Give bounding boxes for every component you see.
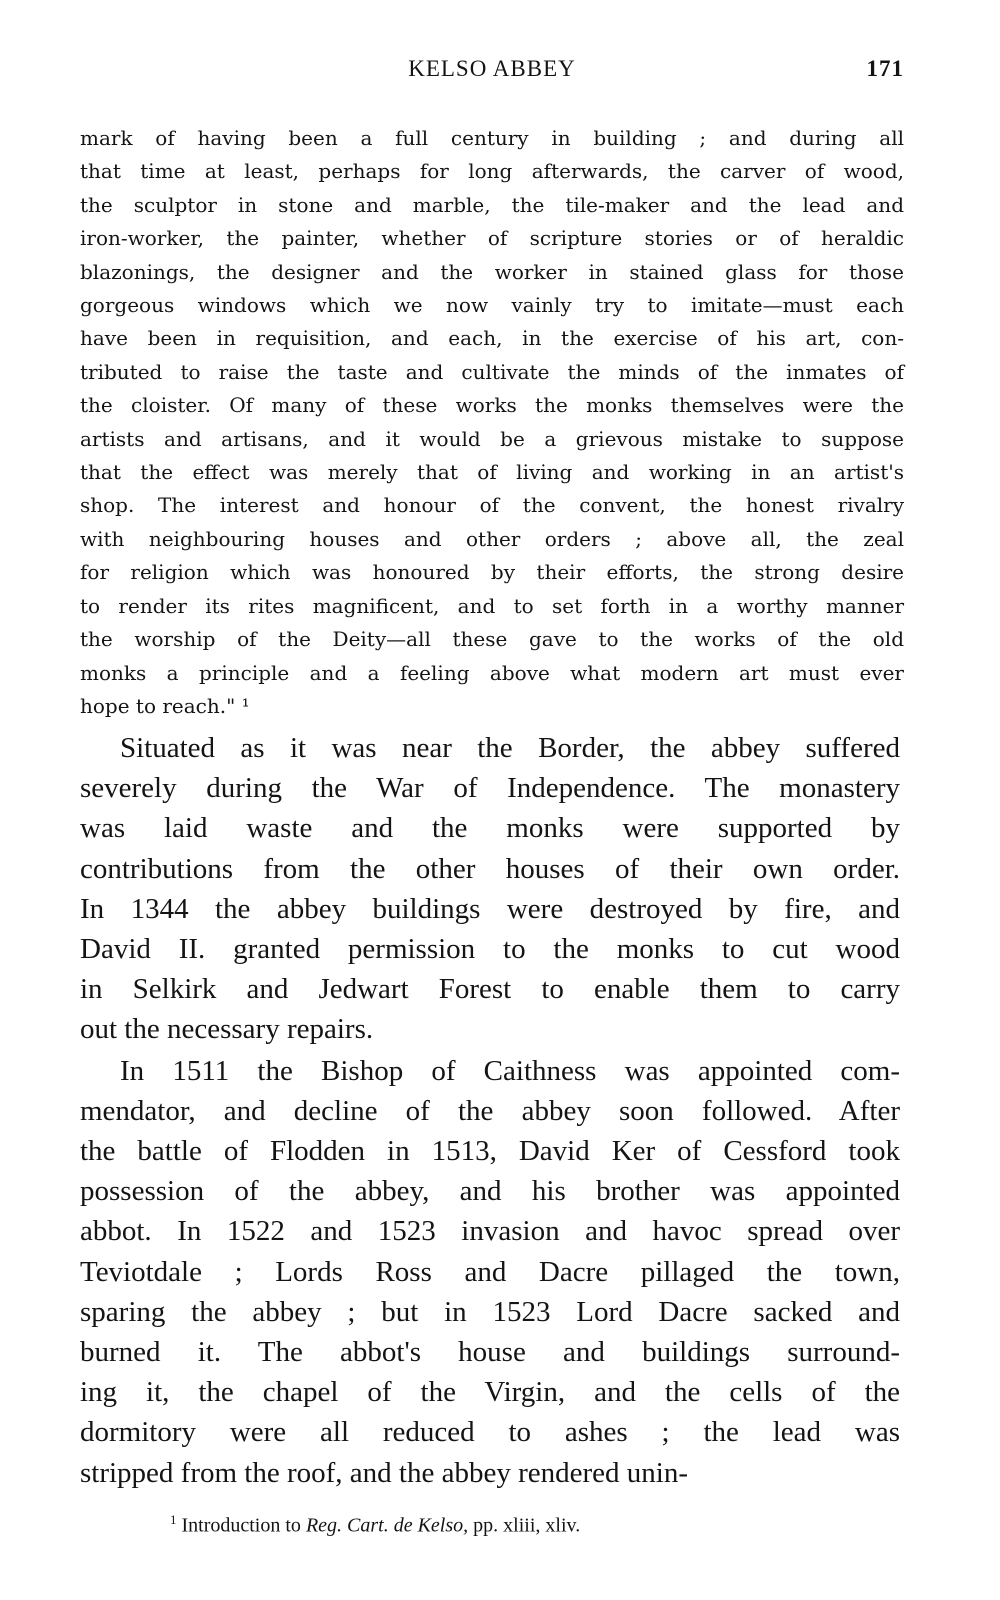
text-line: severely during the War of Independence. The monastery [80,772,900,805]
footnote-prefix: Introduction to [181,1514,301,1537]
footnote-pages: pp. xliii, xliv. [473,1514,581,1537]
text-line: blazonings, the designer and the worker in stained glass for those [80,259,904,284]
text-line: was laid waste and the monks were supported by [80,812,900,845]
main-text [80,728,900,1493]
paragraph-bishop-caithness [80,1051,900,1493]
text-line: in Selkirk and Jedwart Forest to enable them to carry [80,973,900,1006]
running-title: KELSO ABBEY [408,56,576,81]
text-line: shop. The interest and honour of the convent, the honest rivalry [80,493,904,518]
text-line: sparing the abbey ; but in 1523 Lord Dacre sacked and [80,1295,900,1328]
text-line: In 1511 the Bishop of Caithness was appointed com- [120,1054,900,1087]
text-line: monks a principle and a feeling above what modern art must ever [80,660,904,685]
text-line: In 1344 the abbey buildings were destroyed by fire, and [80,892,900,925]
text-line: that the effect was merely that of living and working in an artist's [80,460,904,485]
text-line: for religion which was honoured by their efforts, the strong desire [80,560,904,585]
text-line: to render its rites magnificent, and to set forth in a worthy manner [80,593,904,618]
footnote-marker: 1 [170,1512,177,1527]
paragraph-border-war [80,728,900,1050]
text-line: out the necessary repairs. [80,1013,374,1046]
text-line: possession of the abbey, and his brother was appointed [80,1175,900,1208]
text-line: the worship of the Deity—all these gave to the works of the old [80,627,904,652]
text-line: abbot. In 1522 and 1523 invasion and havoc spread over [80,1215,900,1248]
running-header [80,56,904,96]
text-line: Teviotdale ; Lords Ross and Dacre pillaged the town, [80,1255,900,1288]
text-line: gorgeous windows which we now vainly try to imitate—must each [80,293,904,318]
text-line: have been in requisition, and each, in the exercise of his art, con- [80,326,904,351]
text-line: dormitory were all reduced to ashes ; the lead was [80,1416,900,1449]
text-line: hope to reach." ¹ [80,693,250,718]
footnote-source-title: Reg. Cart. de Kelso, [305,1514,469,1537]
block-quotation [80,122,904,723]
text-line: the cloister. Of many of these works the monks themselves were the [80,393,904,418]
text-line: with neighbouring houses and other orders ; above all, the zeal [80,526,904,551]
text-line: the sculptor in stone and marble, the tile-maker and the lead and [80,192,904,217]
text-line: artists and artisans, and it would be a grievous mistake to suppose [80,426,904,451]
footnote [170,1512,580,1538]
text-line: mendator, and decline of the abbey soon followed. After [80,1094,900,1127]
text-line: the battle of Flodden in 1513, David Ker of Cessford took [80,1135,900,1168]
text-line: Situated as it was near the Border, the abbey suffered [120,732,900,764]
text-line: that time at least, perhaps for long afterwards, the carver of wood, [80,159,904,184]
text-line: contributions from the other houses of their own order. [80,852,900,885]
page-number: 171 [866,56,904,81]
text-line: David II. granted permission to the monks to cut wood [80,933,900,966]
text-line: burned it. The abbot's house and buildings surround- [80,1336,900,1369]
text-line: mark of having been a full century in building ; and during all [80,126,904,150]
text-line: tributed to raise the taste and cultivate the minds of the inmates of [80,359,904,384]
text-line: stripped from the roof, and the abbey rendered unin- [80,1456,688,1489]
text-line: iron-worker, the painter, whether of scripture stories or of heraldic [80,226,904,251]
text-line: ing it, the chapel of the Virgin, and the cells of the [80,1376,900,1409]
